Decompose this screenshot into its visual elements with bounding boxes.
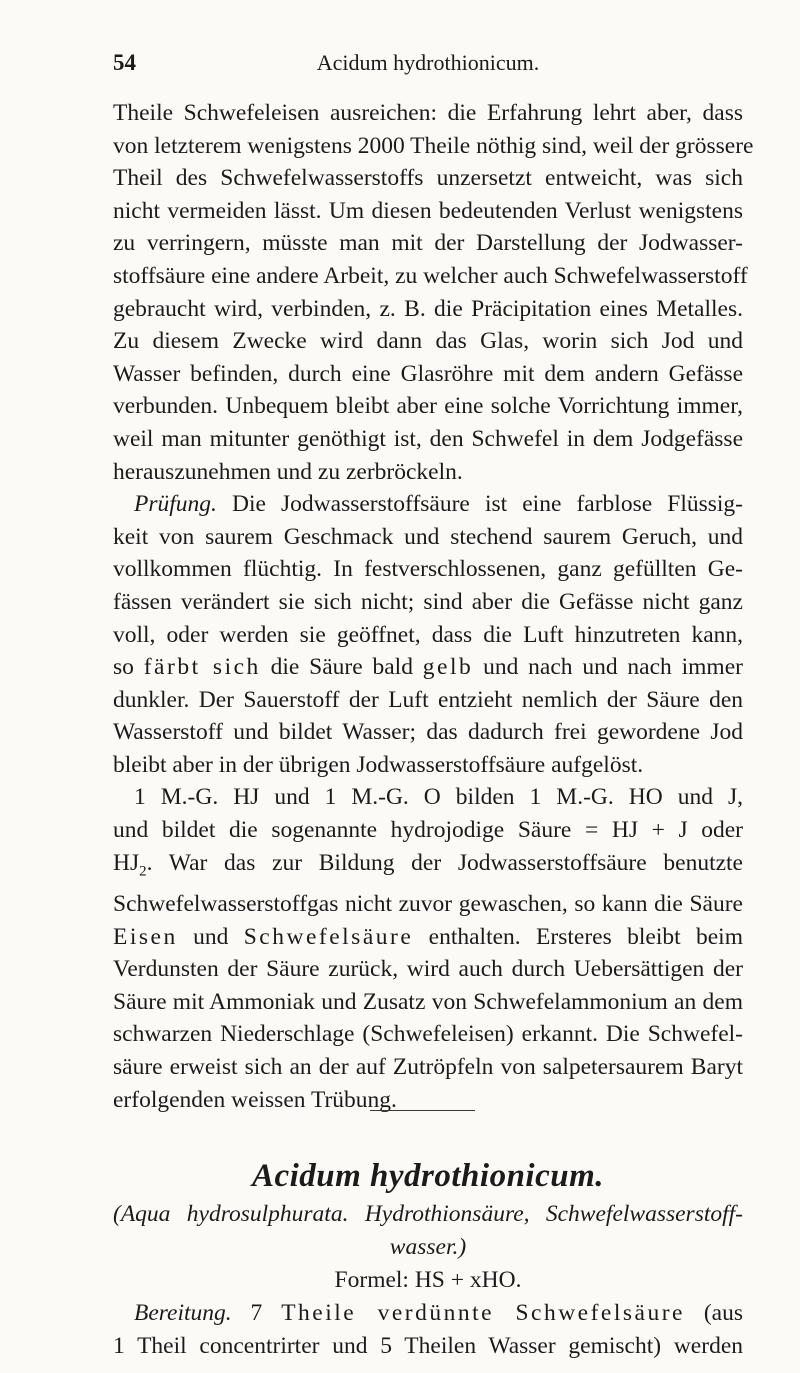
bereitung-label: Bereitung.: [134, 1300, 232, 1326]
text-line: $HJ_2$. War das zur Bildung der Jodwasserstoffsäure benutzte: [113, 849, 743, 880]
synonyms-line: wasser.): [389, 1234, 467, 1260]
text-line: Eisen und Schwefelsäure enthalten. Ersteres bleibt beim: [113, 923, 743, 950]
text-line: zu verringern, müsste man mit der Darstellung der Jodwasser-: [113, 230, 743, 257]
text-line: weil man mitunter genöthigt ist, den Schwefel in dem Jodgefässe: [113, 425, 743, 452]
text-line: Zu diesem Zwecke wird dann das Glas, worin sich Jod und: [113, 328, 743, 355]
text-line: Verdunsten der Säure zurück, wird auch durch Uebersättigen der: [113, 956, 743, 983]
section-acidum-hydrothionicum: [113, 1154, 743, 1363]
synonyms-line: (Aqua hydrosulphurata. Hydrothionsäure, Schwefelwasserstoff-: [113, 1201, 743, 1227]
spaced-emphasis: Schwefelsäure: [243, 923, 414, 950]
text-line: keit von saurem Geschmack und stechend saurem Geruch, und: [113, 523, 743, 550]
text-line: dunkler. Der Sauerstoff der Luft entzieht nemlich der Säure den: [113, 686, 743, 713]
page-number: 54: [113, 50, 136, 75]
text-line: und bildet die sogenannte hydrojodige Säure = HJ + J oder: [113, 817, 743, 844]
text-line: bleibt aber in der übrigen Jodwasserstoffsäure aufgelöst.: [113, 751, 644, 778]
text-line: Säure mit Ammoniak und Zusatz von Schwefelammonium an dem: [113, 988, 743, 1015]
text-line: Theil des Schwefelwasserstoffs unzersetzt entweicht, was sich: [113, 165, 743, 192]
pruefung-line: Prüfung. Die Jodwasserstoffsäure ist eine farblose Flüssig-: [134, 491, 743, 518]
bereitung-line: Bereitung. 7 Theile verdünnte Schwefelsäure (aus: [134, 1300, 744, 1326]
text-line: nicht vermeiden lässt. Um diesen bedeutenden Verlust wenigstens: [113, 197, 743, 224]
text-line: fässen verändert sie sich nicht; sind aber die Gefässe nicht ganz: [113, 588, 743, 615]
section-title: Acidum hydrothionicum.: [251, 1158, 605, 1194]
text-line: voll, oder werden sie geöffnet, dass die Luft hinzutreten kann,: [113, 621, 743, 648]
text-line: herauszunehmen und zu zerbröckeln.: [113, 458, 463, 485]
spaced-emphasis: Eisen: [113, 923, 178, 950]
text-line: 1 M.-G. HJ und 1 M.-G. O bilden 1 M.-G. HO und J,: [134, 784, 743, 811]
text-line: vollkommen flüchtig. In festverschlossenen, ganz gefüllten Ge-: [113, 556, 743, 583]
running-title: Acidum hydrothionicum.: [316, 50, 540, 75]
text-line: gebraucht wird, verbinden, z. B. die Präcipitation eines Metalles.: [113, 295, 743, 322]
pruefung-label: Prüfung.: [134, 491, 217, 518]
text-line: säure erweist sich an der auf Zutröpfeln von salpetersaurem Baryt: [113, 1053, 743, 1080]
text-line: Wasserstoff und bildet Wasser; das dadurch frei gewordene Jod: [113, 719, 743, 746]
body-text: [113, 97, 754, 1116]
text-line: so färbt sich die Säure bald gelb und nach und nach immer: [113, 654, 743, 681]
spaced-emphasis: Theile verdünnte Schwefelsäure: [281, 1300, 685, 1326]
text-line: verbunden. Unbequem bleibt aber eine solche Vorrichtung immer,: [113, 393, 743, 420]
spaced-emphasis: färbt sich: [143, 654, 261, 681]
text-line: schwarzen Niederschlage (Schwefeleisen) erkannt. Die Schwefel-: [113, 1021, 743, 1048]
text-line: 1 Theil concentrirter und 5 Theilen Wasser gemischt) werden: [113, 1333, 743, 1359]
chemical-formula: Formel: HS + xHO.: [334, 1267, 522, 1293]
text-line: Schwefelwasserstoffgas nicht zuvor gewaschen, so kann die Säure: [113, 890, 743, 917]
text-line: von letzterem wenigstens 2000 Theile nöthig sind, weil der grössere: [113, 132, 754, 159]
spaced-emphasis: gelb: [422, 654, 474, 681]
section-divider: [370, 1110, 475, 1111]
text-line: stoffsäure eine andere Arbeit, zu welcher auch Schwefelwasserstoff: [113, 262, 748, 289]
text-line: Wasser befinden, durch eine Glasröhre mit dem andern Gefässe: [113, 360, 743, 387]
text-line: Theile Schwefeleisen ausreichen: die Erfahrung lehrt aber, dass: [113, 100, 743, 126]
running-head: [113, 50, 743, 84]
text-line: erfolgenden weissen Trübung.: [113, 1086, 397, 1113]
subscript: 2: [139, 863, 147, 880]
